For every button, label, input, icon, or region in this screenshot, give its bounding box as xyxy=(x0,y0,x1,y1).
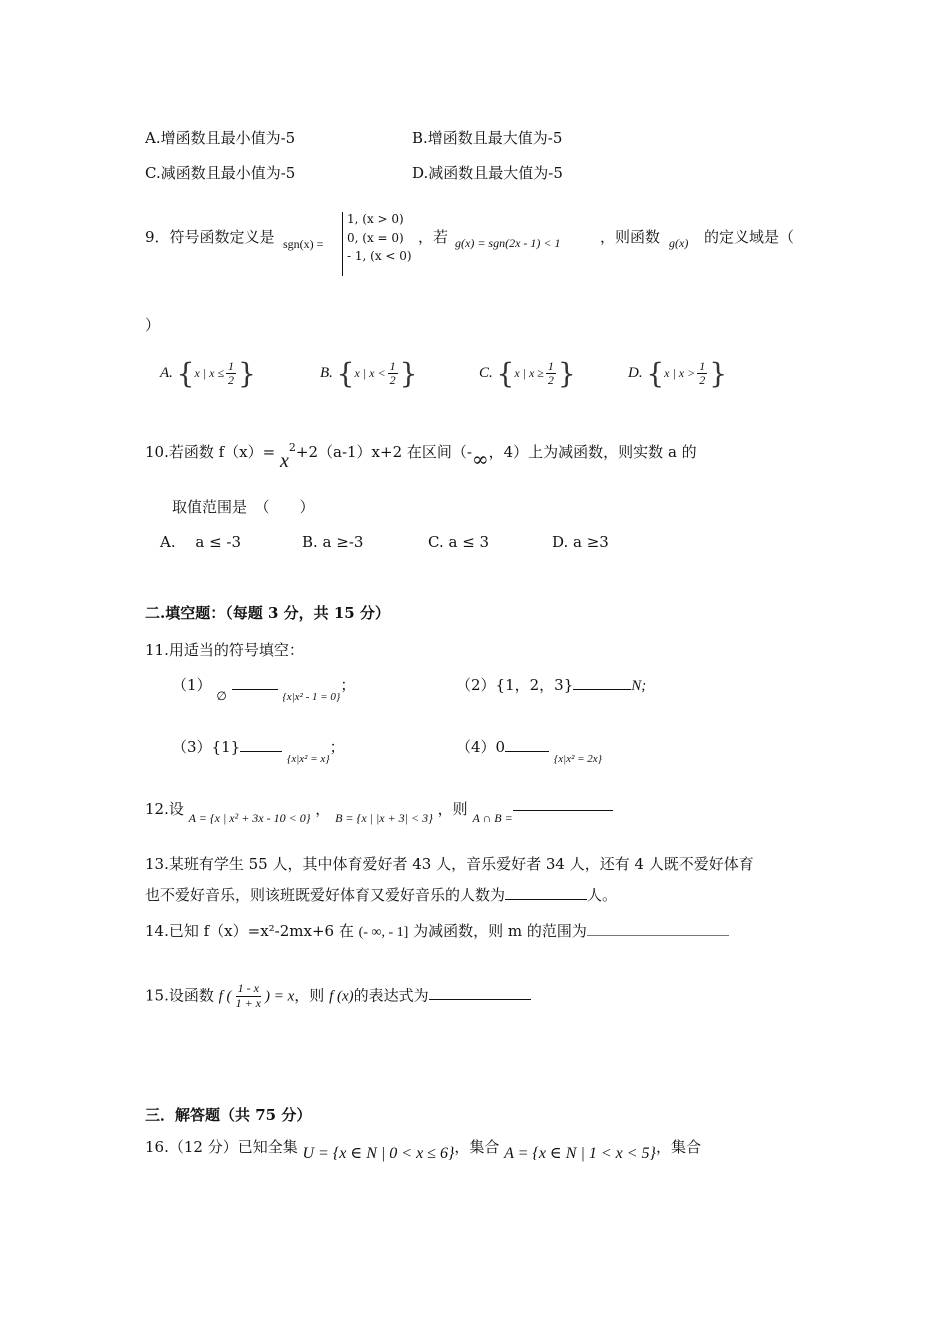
frac-num: 1 - x xyxy=(237,981,259,995)
q13-line2-text: 也不爱好音乐，则该班既爱好体育又爱好音乐的人数为 xyxy=(145,886,506,904)
q16-set-u: U = {x ∈ N | 0 < x ≤ 6} xyxy=(302,1145,455,1162)
q9-option-b-frac xyxy=(388,360,398,389)
q11-p2: （2）{1，2，3} xyxy=(456,676,574,694)
q12-then: ，则 xyxy=(437,800,468,818)
frac-den: 2 xyxy=(547,373,554,388)
q9-if: ，若 xyxy=(418,228,449,246)
q10-option-c: C. a ≤ 3 xyxy=(428,533,490,551)
q9-option-b-rel: x | x < xyxy=(354,366,386,381)
q11-p2-blank xyxy=(573,689,631,690)
q15-line xyxy=(145,982,531,1011)
q15-rest: 的表达式为 xyxy=(353,986,429,1005)
q11-part1 xyxy=(172,676,356,703)
q14-blank xyxy=(587,935,729,936)
q11-p1-empty: ∅ xyxy=(216,689,227,703)
q9-option-a-label: A. xyxy=(160,365,173,382)
q9-lead: 9．符号函数定义是 xyxy=(145,228,275,246)
q11-p3-end: ； xyxy=(329,738,345,756)
frac-num: 1 xyxy=(547,358,554,373)
q9-option-c-label: C. xyxy=(479,365,493,382)
q8-option-c: C.减函数且最小值为-5 xyxy=(145,164,296,182)
q9-case-3: - 1, (x < 0) xyxy=(347,249,412,264)
q11-part4 xyxy=(456,738,603,765)
q8-option-a: A.增函数且最小值为-5 xyxy=(145,129,296,147)
right-brace-icon: } xyxy=(238,357,256,390)
q8-option-b: B.增函数且最大值为-5 xyxy=(412,129,563,147)
q13-blank xyxy=(505,899,587,900)
q15-eq: ) = x xyxy=(265,988,295,1005)
q9-option-d-rel: x | x > xyxy=(664,366,696,381)
q9-option-c-rel: x | x ≥ xyxy=(514,366,544,381)
q9-then: ，则函数 xyxy=(600,228,661,246)
left-brace-icon: { xyxy=(176,357,195,390)
q12-intersection: A ∩ B = xyxy=(472,811,513,825)
section-3-title: 三．解答题（共 75 分） xyxy=(145,1106,312,1124)
q15-frac xyxy=(234,982,263,1011)
q11-p3: （3）{1} xyxy=(172,738,241,756)
q11-part3 xyxy=(172,738,345,765)
q9-g-def: g(x) = sgn(2x - 1) < 1 xyxy=(455,236,561,250)
q13-line2 xyxy=(145,886,617,904)
q9-option-b-label: B. xyxy=(320,365,333,382)
q11-p1-blank xyxy=(232,689,278,690)
q11-p2-end: N; xyxy=(631,678,647,694)
q12-line xyxy=(145,800,613,825)
q9-case-1: 1, (x > 0) xyxy=(347,212,404,226)
frac-den: 2 xyxy=(228,373,235,388)
q9-option-b xyxy=(320,357,417,391)
q9-g: g(x) xyxy=(669,236,689,250)
q15-then: ，则 xyxy=(294,986,325,1005)
q10-x: x xyxy=(280,450,289,472)
q8-option-d: D.减函数且最大值为-5 xyxy=(412,164,563,182)
q9-cases xyxy=(347,210,412,266)
q9-option-a xyxy=(160,357,256,391)
q16-set-a: A = {x ∈ N | 1 < x < 5} xyxy=(504,1145,656,1162)
q11-p1-label: （1） xyxy=(172,676,212,694)
q16-mid: ，集合 xyxy=(454,1138,500,1156)
q9-option-a-rel: x | x ≤ xyxy=(194,366,225,381)
q9-close: ） xyxy=(145,316,161,334)
frac-num: 1 xyxy=(228,358,235,373)
q9-option-a-frac xyxy=(226,360,236,389)
left-brace-icon: { xyxy=(336,357,355,390)
q15-fx: f (x) xyxy=(329,988,354,1005)
q12-comma: ， xyxy=(315,800,331,818)
q12-set-a: A = {x | x² + 3x - 10 < 0} xyxy=(188,811,311,825)
frac-den: 2 xyxy=(699,373,706,388)
left-brace-icon: { xyxy=(646,357,665,390)
q14-rest: 为减函数，则 m 的范围为 xyxy=(413,922,587,940)
q11-p3-blank xyxy=(240,751,282,752)
right-brace-icon: } xyxy=(557,357,576,390)
q11-p4: （4）0 xyxy=(456,738,506,756)
right-brace-icon: } xyxy=(709,357,728,390)
q9-cases-bracket xyxy=(342,212,343,276)
q10-rest2: ，4）上为减函数，则实数 a 的 xyxy=(488,443,697,461)
q10-inf: ∞ xyxy=(471,447,489,471)
q11-p1-end: ； xyxy=(340,676,356,694)
q14-line xyxy=(145,922,729,942)
q10-line1 xyxy=(145,438,697,472)
q9-sgn-lhs: sgn(x) = xyxy=(283,237,324,251)
frac-den: 1 + x xyxy=(235,995,261,1010)
right-brace-icon: } xyxy=(399,357,418,390)
q13-unit: 人。 xyxy=(587,886,618,904)
q9-option-c xyxy=(479,357,576,391)
frac-num: 1 xyxy=(699,358,706,373)
q11-p4-blank xyxy=(505,751,549,752)
q16-end: ，集合 xyxy=(655,1138,701,1156)
q12-blank xyxy=(513,810,613,811)
q9-option-d-frac xyxy=(697,360,707,389)
q10-lead: 10.若函数 f（x）= xyxy=(145,443,276,461)
q10-rest: +2（a-1）x+2 在区间（- xyxy=(295,443,472,461)
q11-lead: 11.用适当的符号填空： xyxy=(145,641,304,659)
q14-interval: (- ∞, - 1] xyxy=(358,925,409,940)
q10-option-d: D. a ≥3 xyxy=(552,533,609,551)
q9-option-d xyxy=(628,357,727,391)
q13-line1: 13.某班有学生 55 人，其中体育爱好者 43 人，音乐爱好者 34 人，还有 4 人既不爱好体育 xyxy=(145,855,754,873)
q14-lead: 14.已知 f（x）=x²-2mx+6 在 xyxy=(145,922,354,940)
q12-set-b: B = {x | |x + 3| < 3} xyxy=(335,811,433,825)
q10-line2: 取值范围是 （ ） xyxy=(172,498,315,516)
frac-den: 2 xyxy=(389,373,396,388)
frac-num: 1 xyxy=(389,358,396,373)
q11-part2 xyxy=(456,676,646,695)
q9-option-c-frac xyxy=(546,360,556,389)
section-2-title: 二.填空题：（每题 3 分，共 15 分） xyxy=(145,604,390,622)
q9-option-d-label: D. xyxy=(628,365,643,382)
q10-option-b: B. a ≥-3 xyxy=(302,533,364,551)
q11-p1-set: {x|x² - 1 = 0} xyxy=(282,691,341,703)
q16-line xyxy=(145,1138,701,1162)
q9-domain: 的定义域是（ xyxy=(704,228,795,246)
q10-option-a: A. a ≤ -3 xyxy=(160,533,242,551)
q10-sup: 2 xyxy=(288,441,296,454)
q11-p4-set: {x|x² = 2x} xyxy=(553,753,603,765)
q9-case-2: 0, (x = 0) xyxy=(347,230,404,245)
q15-blank xyxy=(429,999,531,1000)
q15-lead: 15.设函数 xyxy=(145,986,214,1005)
q12-lead: 12.设 xyxy=(145,800,184,818)
q11-p3-set: {x|x² = x} xyxy=(286,753,330,765)
left-brace-icon: { xyxy=(496,357,515,390)
q16-lead: 16.（12 分）已知全集 xyxy=(145,1138,298,1156)
q15-f: f ( xyxy=(218,988,232,1005)
